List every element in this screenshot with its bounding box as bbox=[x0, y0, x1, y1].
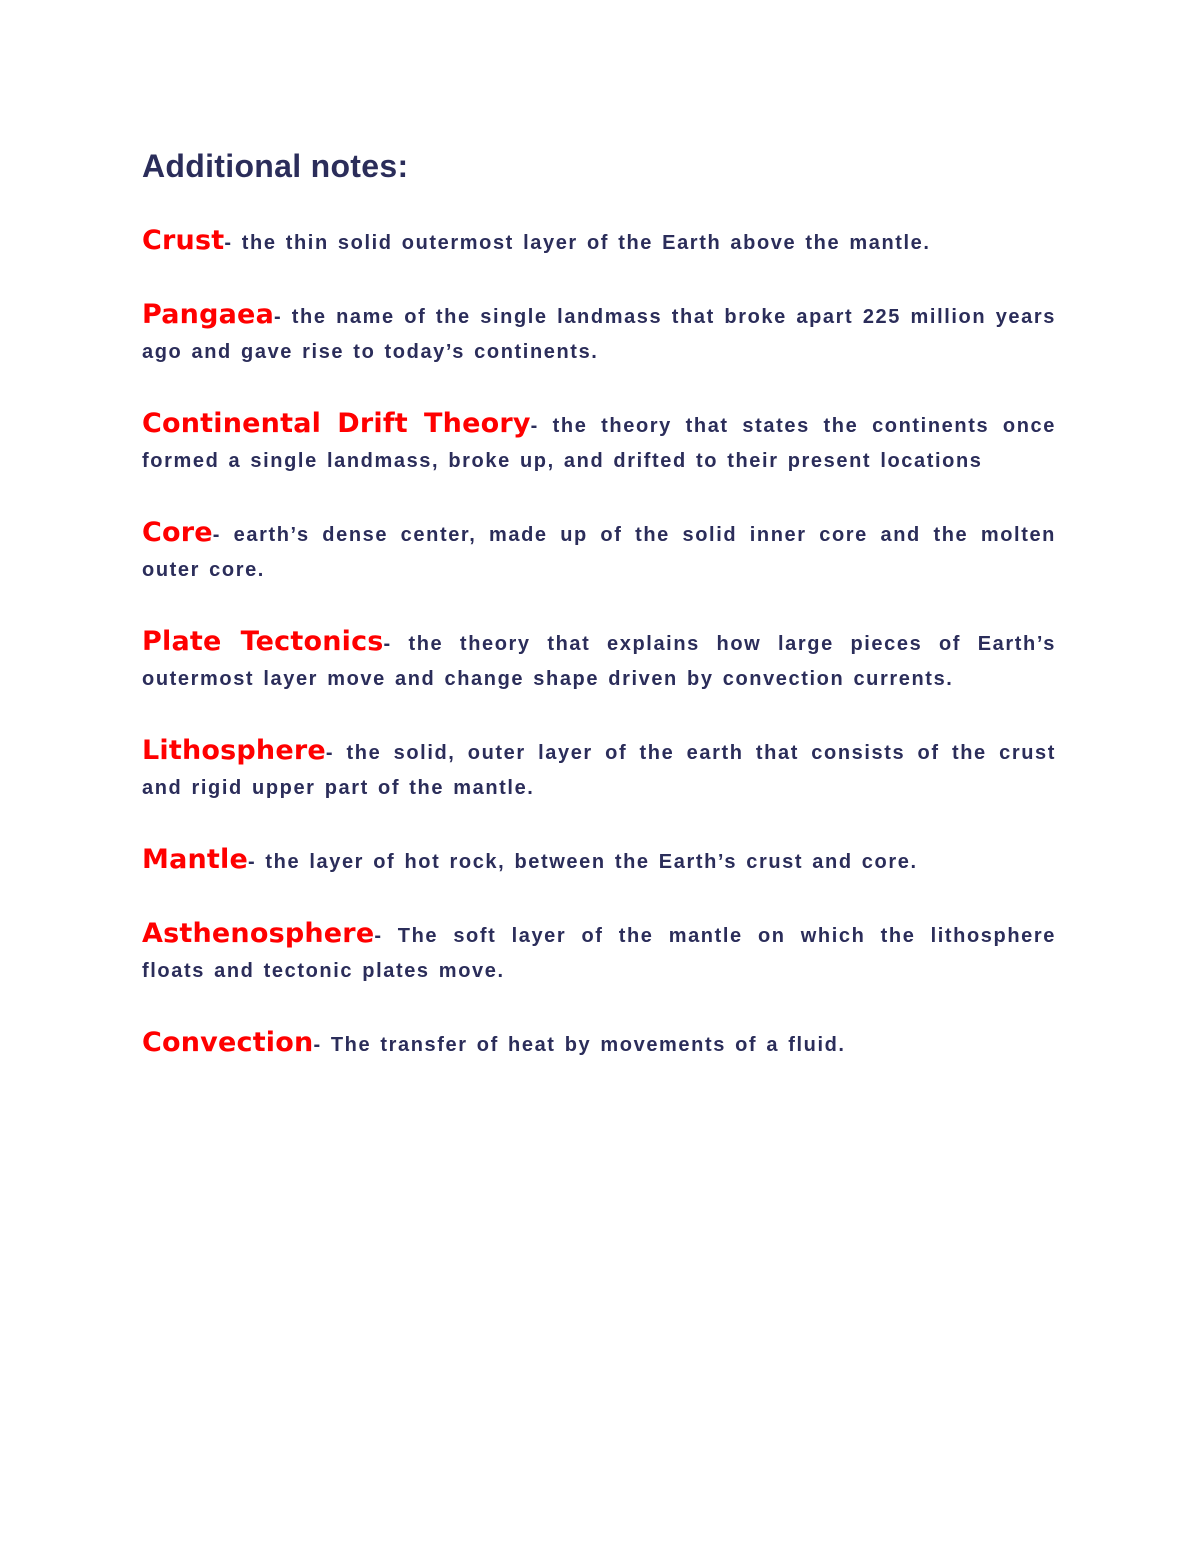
definition-text: - The transfer of heat by movements of a fluid. bbox=[313, 1034, 846, 1056]
definition-text: - The soft layer of the mantle on which the lithosphere floats and tectonic plates move. bbox=[142, 925, 1056, 982]
entry-plate-tectonics bbox=[142, 624, 1056, 697]
term-label: Asthenosphere bbox=[142, 918, 375, 949]
term-label: Crust bbox=[142, 225, 225, 256]
term-label: Convection bbox=[142, 1027, 314, 1058]
term-label: Plate Tectonics bbox=[142, 626, 384, 657]
term-label: Continental Drift Theory bbox=[142, 408, 531, 439]
term-label: Mantle bbox=[142, 844, 248, 875]
definition-text: - the solid, outer layer of the earth that consists of the crust and rigid upper part of the mantle. bbox=[142, 742, 1056, 799]
definition-text: - the layer of hot rock, between the Earth’s crust and core. bbox=[247, 851, 918, 873]
definition-text: - the name of the single landmass that broke apart 225 million years ago and gave rise to today’s continents. bbox=[142, 306, 1056, 363]
entry-core bbox=[142, 515, 1056, 588]
definition-text: - the thin solid outermost layer of the Earth above the mantle. bbox=[224, 232, 931, 254]
term-label: Lithosphere bbox=[142, 735, 326, 766]
entry-mantle bbox=[142, 842, 1056, 880]
term-label: Core bbox=[142, 517, 213, 548]
page-heading: Additional notes: bbox=[142, 148, 409, 184]
definition-text: - the theory that explains how large pieces of Earth’s outermost layer move and change shape driven by convection currents. bbox=[142, 633, 1056, 690]
entry-asthenosphere bbox=[142, 916, 1056, 989]
entry-crust bbox=[142, 223, 1056, 261]
entry-convection bbox=[142, 1025, 1056, 1063]
term-label: Pangaea bbox=[142, 299, 274, 330]
definition-text: - earth’s dense center, made up of the solid inner core and the molten outer core. bbox=[142, 524, 1056, 581]
entry-continental-drift-theory bbox=[142, 406, 1056, 479]
entry-lithosphere bbox=[142, 733, 1056, 806]
entry-pangaea bbox=[142, 297, 1056, 370]
document-page bbox=[142, 148, 1056, 1099]
definition-text: - the theory that states the continents once formed a single landmass, broke up, and drifted to their present locations bbox=[142, 415, 1056, 472]
